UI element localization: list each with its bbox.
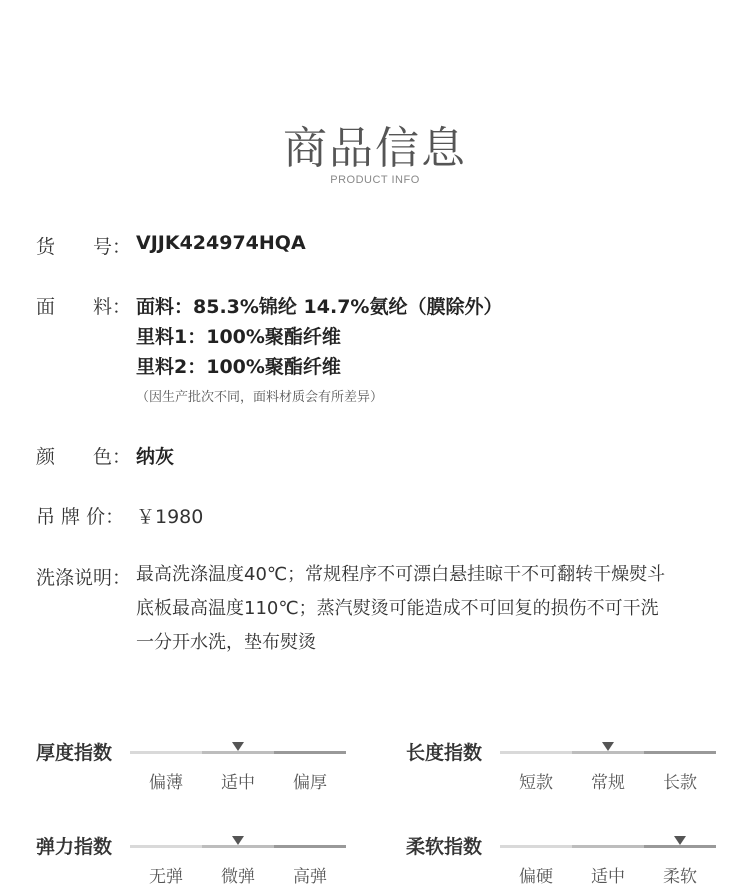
index-title: 长度指数 <box>406 742 483 764</box>
pointer-icon <box>674 836 686 845</box>
washing-instructions <box>136 558 736 660</box>
index-title: 弹力指数 <box>36 836 113 858</box>
fabric-label: 面 料： <box>36 296 132 318</box>
washing-line: 底板最高温度110℃；蒸汽熨烫可能造成不可回复的损伤不可干洗 <box>136 598 659 619</box>
index-option: 偏硬 <box>519 867 553 887</box>
index-scale <box>130 845 346 848</box>
index-option: 高弹 <box>293 867 327 887</box>
index-scale <box>500 751 716 754</box>
item-number-value: VJJK424974HQA <box>136 232 306 254</box>
index-scale <box>130 751 346 754</box>
washing-label: 洗涤说明： <box>36 567 132 589</box>
index-option: 偏厚 <box>293 773 327 793</box>
index-title: 柔软指数 <box>406 836 483 858</box>
index-option: 无弹 <box>149 867 183 887</box>
index-title: 厚度指数 <box>36 742 113 764</box>
index-option: 长款 <box>663 773 697 793</box>
index-scale <box>500 845 716 848</box>
fabric-line: 里料2：100%聚酯纤维 <box>136 356 341 378</box>
fabric-line: 里料1：100%聚酯纤维 <box>136 326 341 348</box>
price-label: 吊 牌 价： <box>36 506 125 528</box>
item-number-label: 货 号： <box>36 236 132 258</box>
pointer-icon <box>602 742 614 751</box>
index-option: 柔软 <box>663 867 697 887</box>
index-option: 短款 <box>519 773 553 793</box>
page-subtitle: PRODUCT INFO <box>330 174 420 186</box>
page-title: 商品信息 <box>283 123 467 174</box>
fabric-line: 面料：85.3%锦纶 14.7%氨纶（膜除外） <box>136 296 503 318</box>
pointer-icon <box>232 742 244 751</box>
washing-line: 一分开水洗，垫布熨烫 <box>136 632 316 653</box>
index-option: 适中 <box>221 773 255 793</box>
price-value: ￥1980 <box>136 506 204 528</box>
index-option: 适中 <box>591 867 625 887</box>
index-option: 常规 <box>591 773 625 793</box>
index-option: 偏薄 <box>149 773 183 793</box>
color-value: 纳灰 <box>136 446 175 468</box>
fabric-note: （因生产批次不同，面料材质会有所差异） <box>136 390 384 405</box>
pointer-icon <box>232 836 244 845</box>
color-label: 颜 色： <box>36 446 132 468</box>
washing-line: 最高洗涤温度40℃；常规程序不可漂白悬挂晾干不可翻转干燥熨斗 <box>136 564 666 585</box>
index-option: 微弹 <box>221 867 255 887</box>
